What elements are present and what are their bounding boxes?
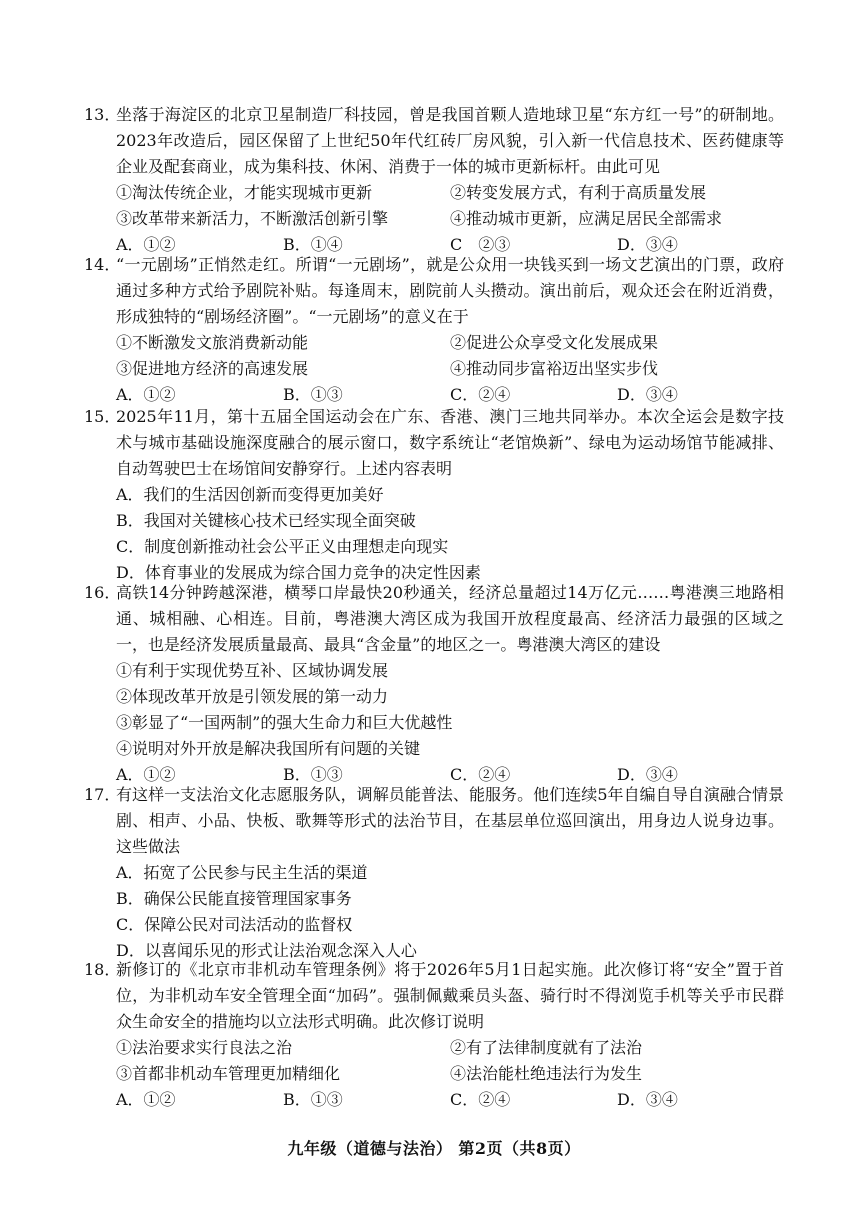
statement: ④说明对外开放是解决我国所有问题的关键	[116, 739, 421, 758]
option-a: A．①②	[116, 765, 176, 784]
question-14	[84, 252, 784, 408]
choice-b: B．我国对关键核心技术已经实现全面突破	[116, 511, 416, 530]
question-number: 17．	[84, 785, 121, 804]
choice-c: C．保障公民对司法活动的监督权	[116, 915, 353, 934]
question-stem: 新修订的《北京市非机动车管理条例》将于2026年5月1日起实施。此次修订将“安全”置于首位，为非机动车安全管理全面“加码”。强制佩戴乘员头盔、骑行时不得浏览手机等关乎市民群众生命安全的措施均以立法形式明确。此次修订说明	[116, 960, 784, 1031]
page-footer: 九年级（道德与法治） 第2页（共8页）	[287, 1139, 581, 1158]
statement: ③彰显了“一国两制”的强大生命力和巨大优越性	[116, 713, 453, 732]
statement: ③首都非机动车管理更加精细化	[116, 1064, 341, 1083]
statement: ①法治要求实行良法之治	[116, 1038, 293, 1057]
option-a: A．①②	[116, 1090, 176, 1109]
option-c: C ②③	[450, 235, 511, 254]
statement: ③促进地方经济的高速发展	[116, 359, 309, 378]
choice-d: D．以喜闻乐见的形式让法治观念深入人心	[116, 941, 417, 960]
question-18	[84, 957, 784, 1113]
option-d: D．③④	[617, 385, 678, 404]
option-b: B．①④	[283, 235, 343, 254]
statement: ②转变发展方式，有利于高质量发展	[450, 183, 707, 202]
choice-a: A．拓宽了公民参与民主生活的渠道	[116, 863, 368, 882]
statement: ②促进公众享受文化发展成果	[450, 333, 659, 352]
statement: ③改革带来新活力，不断激活创新引擎	[116, 209, 389, 228]
option-b: B．①③	[283, 385, 343, 404]
option-b: B．①③	[283, 765, 343, 784]
choice-c: C．制度创新推动社会公平正义由理想走向现实	[116, 537, 449, 556]
question-15	[84, 404, 784, 586]
option-d: D．③④	[617, 765, 678, 784]
statement: ④推动城市更新，应满足居民全部需求	[450, 209, 723, 228]
question-number: 15．	[84, 407, 121, 426]
question-17	[84, 782, 784, 964]
question-stem: “一元剧场”正悄然走红。所谓“一元剧场”，就是公众用一块钱买到一场文艺演出的门票，政府通过多种方式给予剧院补贴。每逢周末，剧院前人头攒动。演出前后，观众还会在附近消费，形成独特的“剧场经济圈”。“一元剧场”的意义在于	[116, 255, 784, 326]
question-stem: 高铁14分钟跨越深港，横琴口岸最快20秒通关，经济总量超过14万亿元……粤港澳三地路相通、城相融、心相连。目前，粤港澳大湾区成为我国开放程度最高、经济活力最强的区域之一，也是经济发展质量最高、最具“含金量”的地区之一。粤港澳大湾区的建设	[116, 583, 784, 654]
choice-a: A．我们的生活因创新而变得更加美好	[116, 485, 384, 504]
option-d: D．③④	[617, 1090, 678, 1109]
statement: ①不断激发文旅消费新动能	[116, 333, 309, 352]
question-number: 16．	[84, 583, 121, 602]
question-number: 14．	[84, 255, 121, 274]
question-stem: 有这样一支法治文化志愿服务队，调解员能普法、能服务。他们连续5年自编自导自演融合情景剧、相声、小品、快板、歌舞等形式的法治节目，在基层单位巡回演出，用身边人说身边事。这些做法	[116, 785, 784, 856]
statement: ②体现改革开放是引领发展的第一动力	[116, 687, 389, 706]
choice-b: B．确保公民能直接管理国家事务	[116, 889, 352, 908]
question-stem: 坐落于海淀区的北京卫星制造厂科技园，曾是我国首颗人造地球卫星“东方红一号”的研制地。2023年改造后，园区保留了上世纪50年代红砖厂房风貌，引入新一代信息技术、医药健康等企业及配套商业，成为集科技、休闲、消费于一体的城市更新标杆。由此可见	[116, 105, 784, 176]
question-13	[84, 102, 784, 258]
statement: ①淘汰传统企业，才能实现城市更新	[116, 183, 373, 202]
question-stem: 2025年11月，第十五届全国运动会在广东、香港、澳门三地共同举办。本次全运会是数字技术与城市基础设施深度融合的展示窗口，数字系统让“老馆焕新”、绿电为运动场馆节能减排、自动驾驶巴士在场馆间安静穿行。上述内容表明	[116, 407, 784, 478]
statement: ④推动同步富裕迈出坚实步伐	[450, 359, 659, 378]
option-a: A．①②	[116, 235, 176, 254]
statement: ②有了法律制度就有了法治	[450, 1038, 643, 1057]
option-b: B．①③	[283, 1090, 343, 1109]
question-16	[84, 580, 784, 788]
option-c: C．②④	[450, 1090, 511, 1109]
question-number: 13．	[84, 105, 121, 124]
option-d: D．③④	[617, 235, 678, 254]
option-c: C．②④	[450, 385, 511, 404]
statement: ①有利于实现优势互补、区域协调发展	[116, 661, 389, 680]
option-c: C．②④	[450, 765, 511, 784]
choice-d: D．体育事业的发展成为综合国力竞争的决定性因素	[116, 563, 481, 582]
question-number: 18．	[84, 960, 121, 979]
option-a: A．①②	[116, 385, 176, 404]
statement: ④法治能杜绝违法行为发生	[450, 1064, 643, 1083]
